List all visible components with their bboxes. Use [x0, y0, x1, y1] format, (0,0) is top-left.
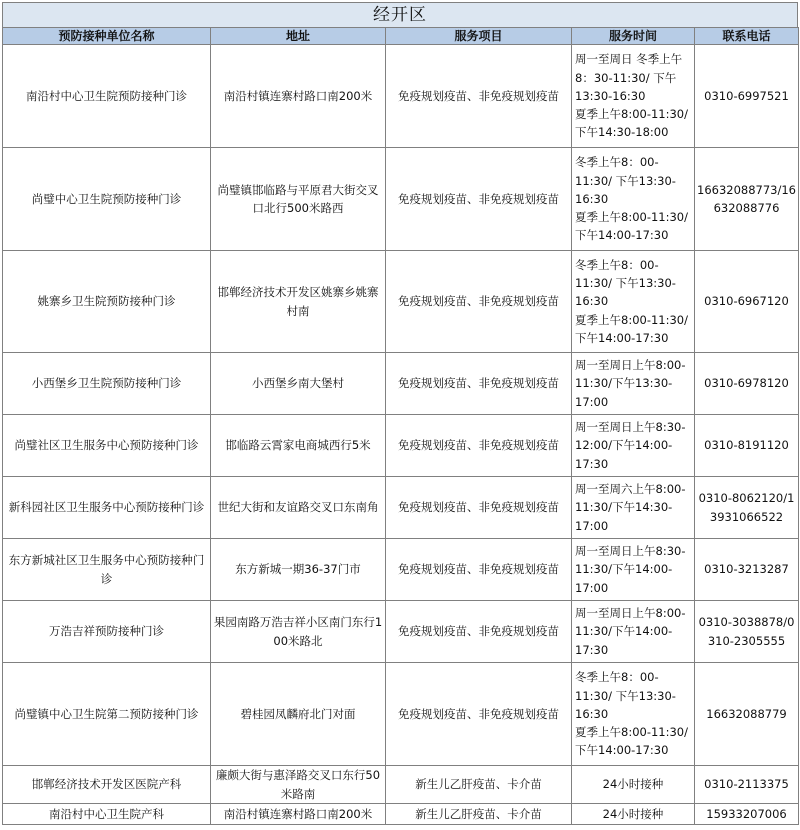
clinic-service-time [572, 353, 695, 415]
clinic-name: 南沿村中心卫生院预防接种门诊 [3, 45, 211, 148]
clinic-address: 南沿村镇连寨村路口南200米 [211, 45, 386, 148]
clinic-service: 新生儿乙肝疫苗、卡介苗 [386, 804, 572, 825]
header-address: 地址 [211, 28, 386, 45]
clinic-name: 万浩吉祥预防接种门诊 [3, 601, 211, 663]
table-row [3, 539, 799, 601]
table-row [3, 804, 799, 825]
table-row [3, 45, 799, 148]
clinic-name: 姚寨乡卫生院预防接种门诊 [3, 251, 211, 353]
clinic-service-time [572, 804, 695, 825]
clinic-name: 新科园社区卫生服务中心预防接种门诊 [3, 477, 211, 539]
service-time-line: 冬季上午8：00- [575, 257, 659, 272]
service-time-line: 夏季上午8:00-11:30/ [575, 210, 688, 225]
service-time-line: 11:30/ 下午13:30- [575, 173, 676, 188]
clinic-address: 碧桂园凤麟府北门对面 [211, 663, 386, 766]
service-time-line: 11:30/下午14:00- [575, 624, 673, 639]
clinic-name: 尚璧社区卫生服务中心预防接种门诊 [3, 415, 211, 477]
clinic-service: 免疫规划疫苗、非免疫规划疫苗 [386, 353, 572, 415]
service-time-line: 周一至周日上午8:00- [575, 358, 686, 373]
service-time-line: 夏季上午8:00-11:30/ [575, 107, 688, 122]
clinic-service-time [572, 415, 695, 477]
clinic-address: 东方新城一期36-37门市 [211, 539, 386, 601]
service-time-line: 11:30/下午14:30- [575, 500, 673, 515]
clinic-phone: 0310-6997521 [695, 45, 799, 148]
service-time-line: 周一至周六上午8:00- [575, 482, 686, 497]
service-time-line: 17:30 [575, 642, 609, 657]
clinic-name: 小西堡乡卫生院预防接种门诊 [3, 353, 211, 415]
clinic-phone: 0310-6967120 [695, 251, 799, 353]
service-time-line: 周一至周日上午8:30- [575, 544, 686, 559]
service-time-line: 下午14:00-17:30 [575, 228, 669, 243]
clinic-name: 尚璧中心卫生院预防接种门诊 [3, 148, 211, 251]
clinic-phone: 15933207006 [695, 804, 799, 825]
clinic-address: 南沿村镇连寨村路口南200米 [211, 804, 386, 825]
service-time-line: 17:30 [575, 456, 609, 471]
clinic-phone: 0310-2113375 [695, 766, 799, 804]
service-time-line: 下午14:00-17:30 [575, 330, 669, 345]
table-row [3, 601, 799, 663]
clinic-phone: 0310-8191120 [695, 415, 799, 477]
clinic-service-time [572, 45, 695, 148]
clinic-phone: 0310-8062120/13931066522 [695, 477, 799, 539]
clinic-phone: 0310-3213287 [695, 539, 799, 601]
service-time-line: 24小时接种 [602, 777, 664, 792]
header-row [3, 28, 799, 45]
service-time-line: 11:30/下午14:00- [575, 562, 673, 577]
table-row [3, 353, 799, 415]
clinic-address: 廉颇大街与惠泽路交叉口东行50米路南 [211, 766, 386, 804]
table-row [3, 663, 799, 766]
service-time-line: 冬季上午8：00- [575, 670, 659, 685]
service-time-line: 下午14:00-17:30 [575, 743, 669, 758]
service-time-line: 12:00/下午14:00- [575, 438, 673, 453]
clinic-service: 免疫规划疫苗、非免疫规划疫苗 [386, 148, 572, 251]
service-time-line: 11:30/ 下午13:30- [575, 276, 676, 291]
service-time-line: 16:30 [575, 706, 609, 721]
header-name: 预防接种单位名称 [3, 28, 211, 45]
table-row [3, 148, 799, 251]
clinic-service-time [572, 539, 695, 601]
vaccination-sheet [2, 2, 798, 825]
service-time-line: 13:30-16:30 [575, 88, 646, 103]
table-row [3, 415, 799, 477]
clinic-phone: 0310-6978120 [695, 353, 799, 415]
table-body [3, 45, 799, 825]
service-time-line: 下午14:30-18:00 [575, 125, 669, 140]
service-time-line: 周一至周日上午8:30- [575, 420, 686, 435]
service-time-line: 冬季上午8：00- [575, 155, 659, 170]
clinic-service-time [572, 148, 695, 251]
clinic-service: 免疫规划疫苗、非免疫规划疫苗 [386, 251, 572, 353]
table-row [3, 766, 799, 804]
service-time-line: 17:00 [575, 518, 609, 533]
service-time-line: 24小时接种 [602, 806, 664, 821]
clinic-address: 邯郸经济技术开发区姚寨乡姚寨村南 [211, 251, 386, 353]
service-time-line: 周一至周日上午8:00- [575, 606, 686, 621]
clinic-service-time [572, 663, 695, 766]
clinic-service: 免疫规划疫苗、非免疫规划疫苗 [386, 663, 572, 766]
service-time-line: 夏季上午8:00-11:30/ [575, 312, 688, 327]
service-time-line: 17:00 [575, 394, 609, 409]
clinic-service-time [572, 251, 695, 353]
clinic-address: 果园南路万浩吉祥小区南门东行100米路北 [211, 601, 386, 663]
service-time-line: 11:30/ 下午13:30- [575, 688, 676, 703]
service-time-line: 16:30 [575, 294, 609, 309]
service-time-line: 16:30 [575, 191, 609, 206]
clinic-address: 世纪大街和友谊路交叉口东南角 [211, 477, 386, 539]
header-phone: 联系电话 [695, 28, 799, 45]
clinic-phone: 0310-3038878/0310-2305555 [695, 601, 799, 663]
clinic-phone: 16632088773/16632088776 [695, 148, 799, 251]
clinic-service-time [572, 601, 695, 663]
clinic-service-time [572, 766, 695, 804]
clinic-name: 东方新城社区卫生服务中心预防接种门诊 [3, 539, 211, 601]
table-row [3, 251, 799, 353]
clinic-service: 新生儿乙肝疫苗、卡介苗 [386, 766, 572, 804]
clinic-service: 免疫规划疫苗、非免疫规划疫苗 [386, 415, 572, 477]
table-row [3, 477, 799, 539]
clinic-service: 免疫规划疫苗、非免疫规划疫苗 [386, 539, 572, 601]
clinic-table [2, 27, 799, 825]
clinic-name: 南沿村中心卫生院产科 [3, 804, 211, 825]
service-time-line: 夏季上午8:00-11:30/ [575, 725, 688, 740]
clinic-address: 小西堡乡南大堡村 [211, 353, 386, 415]
clinic-address: 尚璧镇邯临路与平原君大街交叉口北行500米路西 [211, 148, 386, 251]
clinic-phone: 16632088779 [695, 663, 799, 766]
clinic-name: 邯郸经济技术开发区医院产科 [3, 766, 211, 804]
clinic-service: 免疫规划疫苗、非免疫规划疫苗 [386, 477, 572, 539]
clinic-service-time [572, 477, 695, 539]
service-time-line: 周一至周日 冬季上午 [575, 52, 683, 67]
service-time-line: 11:30/下午13:30- [575, 376, 673, 391]
clinic-service: 免疫规划疫苗、非免疫规划疫苗 [386, 601, 572, 663]
service-time-line: 8：30-11:30/ 下午 [575, 70, 677, 85]
clinic-service: 免疫规划疫苗、非免疫规划疫苗 [386, 45, 572, 148]
sheet-title: 经开区 [2, 2, 798, 27]
header-service: 服务项目 [386, 28, 572, 45]
header-time: 服务时间 [572, 28, 695, 45]
service-time-line: 17:00 [575, 580, 609, 595]
clinic-name: 尚璧镇中心卫生院第二预防接种门诊 [3, 663, 211, 766]
clinic-address: 邯临路云霄家电商城西行5米 [211, 415, 386, 477]
